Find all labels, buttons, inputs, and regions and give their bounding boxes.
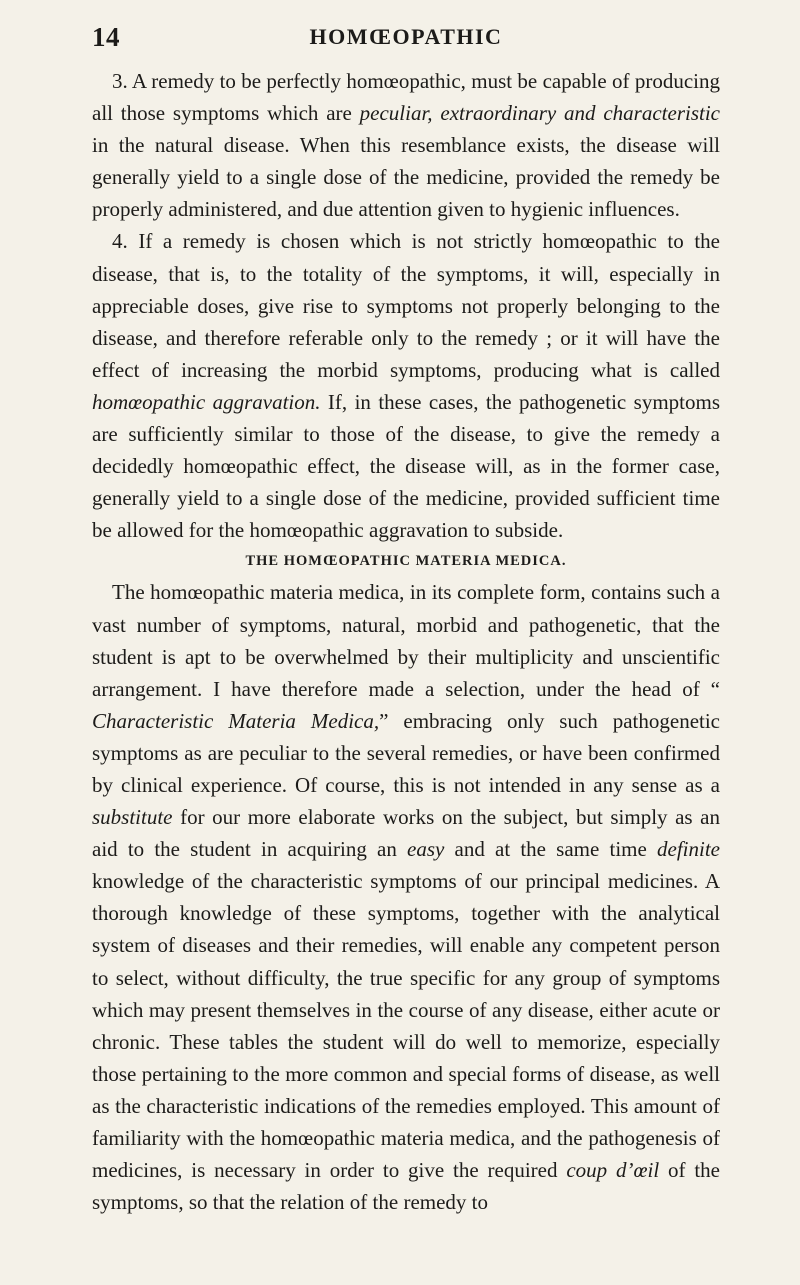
italic-run: easy <box>407 837 445 862</box>
italic-run: Characteristic Materia Medica, <box>92 708 380 733</box>
text-run: in the natural disease. When this resemblance exists, the disease will generally yield to a single dose of the medicine, provided the remedy be properly administered, and due attention given to hygienic influences. <box>92 133 720 222</box>
italic-run: coup d’œil <box>566 1158 660 1183</box>
paragraph-5 <box>92 576 720 1218</box>
section-heading: THE HOMŒOPATHIC MATERIA MEDICA. <box>245 553 567 570</box>
italic-run: definite <box>657 837 720 862</box>
body-text <box>92 65 720 1218</box>
italic-run: substitute <box>92 805 173 830</box>
running-title: HOMŒOPATHIC <box>309 24 503 49</box>
text-run: 3. A remedy to be perfectly homœopathic, must be capable of producing all those symptoms which are <box>92 69 720 126</box>
paragraph-3 <box>92 65 720 225</box>
text-run: 4. If a remedy is chosen which is not strictly homœopathic to the disease, that is, to the totality of the symptoms, it will, especially in appreciable doses, give rise to symptoms not properly belonging to the disease, and therefore referable only to the remedy ; or it will have the effect of increasing the morbid symptoms, producing what is called <box>92 229 720 382</box>
text-run: The homœopathic materia medica, in its complete form, contains such a vast number of symptoms, natural, morbid and pathogenetic, that the student is apt to be overwhelmed by their multiplicity and unscientific arrangement. I have therefore made a selection, under the head of “ <box>92 580 720 701</box>
text-run: If, in these cases, the pathogenetic symptoms are sufficiently similar to those of the disease, to give the remedy a decidedly homœopathic effect, the disease will, as in the former case, generally yield to a single dose of the medicine, provided sufficient time be allowed for the homœopathic aggravation to subside. <box>92 389 720 543</box>
text-run: of the symptoms, so that the relation of the remedy to <box>92 1158 720 1215</box>
paragraph-4 <box>92 225 720 546</box>
page-number: 14 <box>92 22 120 52</box>
text-run: for our more elaborate works on the subject, but simply as an aid to the student in acquiring an <box>92 805 720 862</box>
text-run: and at the same time <box>444 837 658 862</box>
italic-run: homœopathic aggravation. <box>92 389 321 414</box>
text-run: ” embracing only such pathogenetic symptoms as are peculiar to the several remedies, or have been confirmed by clinical experience. Of course, this is not intended in any sense as a <box>92 708 721 797</box>
running-head <box>92 22 720 56</box>
text-run: knowledge of the characteristic symptoms of our principal medicines. A thorough knowledge of these symptoms, together with the analytical system of diseases and their remedies, will enable any competent person to select, without difficulty, the true specific for any group of symptoms which may present themselves in the course of any disease, either acute or chronic. These tables the student will do well to memorize, especially those pertaining to the more common and special forms of disease, as well as the characteristic indications of the remedies employed. This amount of familiarity with the homœopathic materia medica, and the pathogenesis of medicines, is necessary in order to give the required <box>92 869 720 1183</box>
italic-run: peculiar, extraordinary and characteristic <box>359 101 720 126</box>
